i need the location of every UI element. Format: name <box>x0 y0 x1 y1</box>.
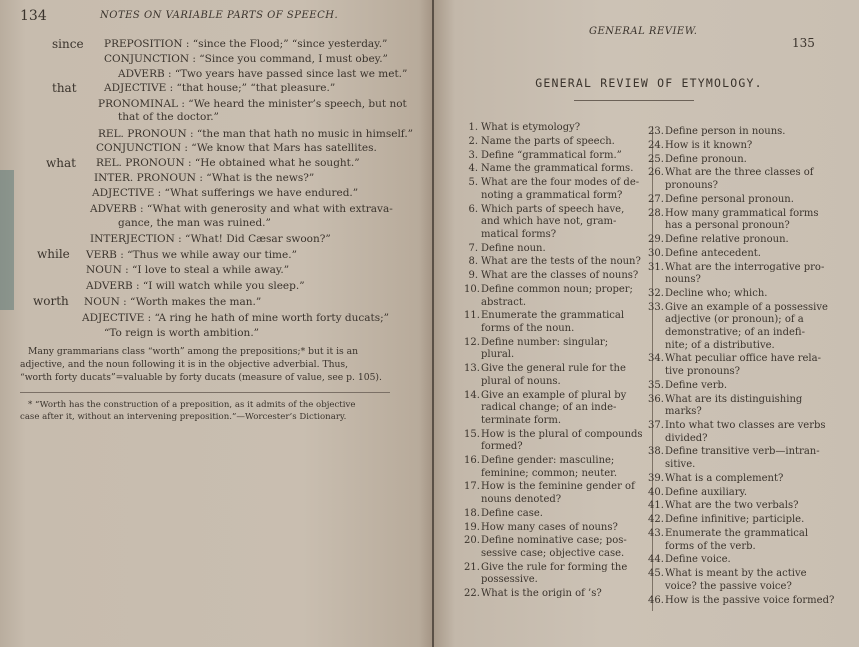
text-line: REL. PRONOUN : “He obtained what he sought.” <box>96 157 360 169</box>
review-question <box>648 528 853 553</box>
question-text: What is etymology? <box>481 122 581 133</box>
question-text: How many grammatical forms <box>665 207 819 219</box>
question-text: What is meant by the active <box>665 568 807 580</box>
question-text: Define common noun; proper; <box>481 284 633 295</box>
review-question <box>648 473 853 486</box>
page-number-left: 134 <box>20 8 47 24</box>
question-text: Define gender: masculine; <box>481 455 615 466</box>
question-number: 35. <box>648 379 664 391</box>
question-text: What is a complement? <box>665 472 784 484</box>
question-text-continued: nouns? <box>665 274 701 286</box>
review-question <box>648 568 853 593</box>
review-question <box>464 562 649 587</box>
question-text: What is the origin of ’s? <box>481 588 602 600</box>
review-question <box>648 234 853 247</box>
question-text-continued: has a personal pronoun? <box>665 220 790 232</box>
question-number: 23. <box>648 126 664 137</box>
question-number: 28. <box>648 207 664 219</box>
review-question <box>464 390 649 428</box>
text-line: PRONOMINAL : “We heard the minister’s speech, but not <box>98 98 407 110</box>
entry-word-what: what <box>46 156 76 170</box>
review-question <box>464 363 649 388</box>
question-number: 9. <box>468 270 478 282</box>
question-number: 44. <box>648 554 664 566</box>
question-number: 7. <box>468 242 478 254</box>
question-number: 43. <box>648 528 664 539</box>
question-text: Define number: singular; <box>481 336 609 348</box>
text-line: that of the doctor.” <box>118 111 219 123</box>
question-number: 18. <box>464 507 480 519</box>
question-number: 37. <box>648 420 664 431</box>
question-text: Decline who; which. <box>665 288 768 299</box>
question-text: What are the tests of the noun? <box>481 256 641 268</box>
question-text: What are the interrogative pro- <box>665 261 825 273</box>
review-question <box>464 522 649 535</box>
question-number: 38. <box>648 446 664 458</box>
review-question <box>464 481 649 506</box>
review-question <box>648 194 853 207</box>
review-question <box>648 167 853 192</box>
question-text: Define auxiliary. <box>665 486 748 498</box>
question-number: 20. <box>464 535 480 547</box>
question-text: Define verb. <box>665 379 728 391</box>
question-text: Into what two classes are verbs <box>665 420 826 431</box>
question-number: 1. <box>468 122 478 133</box>
question-text-continued: formed? <box>481 441 523 453</box>
question-text-continued: voice? the passive voice? <box>665 580 792 592</box>
question-number: 4. <box>468 163 478 175</box>
question-text-continued: forms of the verb. <box>665 540 756 552</box>
review-question <box>648 154 853 167</box>
question-number: 6. <box>468 203 478 215</box>
review-question <box>648 446 853 471</box>
question-number: 21. <box>464 561 480 573</box>
question-text-continued: plural of nouns. <box>481 375 561 387</box>
question-text: Define person in nouns. <box>665 126 786 137</box>
text-line: ADVERB : “What with generosity and what with extrava- <box>90 203 393 215</box>
text-line: NOUN : “Worth makes the man.” <box>84 296 262 308</box>
text-line: INTERJECTION : “What! Did Cæsar swoon?” <box>90 233 331 245</box>
question-text: What are the four modes of de- <box>481 177 640 189</box>
question-number: 8. <box>468 256 478 268</box>
question-text: Which parts of speech have, <box>481 203 625 215</box>
question-number: 34. <box>648 353 664 365</box>
footnote-line: case after it, without an intervening preposition.”—Worcester’s Dictionary. <box>20 412 347 422</box>
entry-word-since: since <box>52 37 84 51</box>
question-text: What are its distinguishing <box>665 393 803 405</box>
text-line: CONJUNCTION : “Since you command, I must obey.” <box>104 53 388 65</box>
question-number: 39. <box>648 472 664 484</box>
text-line: REL. PRONOUN : “the man that hath no music in himself.” <box>98 128 414 140</box>
review-question <box>464 122 649 135</box>
question-text: How many cases of nouns? <box>481 521 618 533</box>
review-question <box>648 420 853 445</box>
question-text: How is the plural of compounds <box>481 428 643 440</box>
question-number: 11. <box>464 310 480 322</box>
text-line: PREPOSITION : “since the Flood;” “since yesterday.” <box>104 38 388 50</box>
question-text: What are the three classes of <box>665 167 814 179</box>
text-line: CONJUNCTION : “We know that Mars has satellites. <box>96 142 377 154</box>
question-text: What peculiar office have rela- <box>665 353 821 365</box>
question-text: Define infinitive; participle. <box>665 514 805 526</box>
review-question <box>464 508 649 521</box>
text-line: ADJECTIVE : “A ring he hath of mine worth forty ducats;” <box>82 312 389 324</box>
question-text-continued: terminate form. <box>481 414 562 426</box>
question-text: How is it known? <box>665 139 753 151</box>
question-text: Define transitive verb—intran- <box>665 446 820 458</box>
question-text-continued: divided? <box>665 432 708 444</box>
note-line: adjective, and the noun following it is in the objective adverbial. Thus, <box>20 359 349 370</box>
review-question <box>648 595 853 608</box>
question-number: 16. <box>464 455 480 466</box>
page-title: GENERAL REVIEW OF ETYMOLOGY. <box>535 76 763 90</box>
question-text-continued: noting a grammatical form? <box>481 189 623 201</box>
question-text-continued: sessive case; objective case. <box>481 547 625 559</box>
text-line: NOUN : “I love to steal a while away.” <box>86 264 290 276</box>
question-number: 41. <box>648 500 664 512</box>
question-text-continued: and which have not, gram- <box>481 216 617 228</box>
question-number: 42. <box>648 514 664 526</box>
question-number: 32. <box>648 288 664 299</box>
question-text: Define noun. <box>481 242 546 254</box>
question-text-continued: marks? <box>665 406 702 418</box>
question-text: Name the parts of speech. <box>481 135 615 147</box>
title-rule <box>574 100 694 101</box>
review-question <box>648 353 853 378</box>
question-text-continued: nouns denoted? <box>481 493 562 505</box>
question-number: 17. <box>464 481 480 493</box>
question-number: 29. <box>648 234 664 245</box>
question-number: 5. <box>468 177 478 189</box>
review-question <box>648 248 853 261</box>
question-number: 31. <box>648 261 664 273</box>
review-question <box>464 163 649 176</box>
review-question <box>648 302 853 352</box>
question-text: Give an example of plural by <box>481 389 627 401</box>
question-text: Name the grammatical forms. <box>481 163 634 175</box>
question-number: 14. <box>464 389 480 401</box>
entry-word-that: that <box>52 81 77 95</box>
question-text: Define antecedent. <box>665 247 761 259</box>
question-text: What are the two verbals? <box>665 500 799 512</box>
review-question <box>464 177 649 202</box>
review-question <box>464 136 649 149</box>
text-line: ADVERB : “Two years have passed since last we met.” <box>118 68 408 80</box>
cover-edge <box>0 170 14 310</box>
question-number: 13. <box>464 363 480 375</box>
question-text-continued: nite; of a distributive. <box>665 339 775 351</box>
question-text: Define relative pronoun. <box>665 234 789 245</box>
review-question <box>464 429 649 454</box>
right-page <box>434 0 859 647</box>
question-number: 2. <box>468 135 478 147</box>
question-number: 24. <box>648 139 664 151</box>
review-question <box>464 535 649 560</box>
question-text: Give an example of a possessive <box>665 301 828 313</box>
question-number: 3. <box>468 149 478 161</box>
review-question <box>464 588 649 601</box>
question-number: 30. <box>648 247 664 259</box>
review-question <box>464 455 649 480</box>
review-question <box>464 243 649 256</box>
question-text: What are the classes of nouns? <box>481 270 639 282</box>
question-text: Define case. <box>481 507 543 519</box>
question-number: 46. <box>648 594 664 606</box>
text-line: ADJECTIVE : “that house;” “that pleasure.” <box>104 82 336 94</box>
question-text: Define nominative case; pos- <box>481 535 627 547</box>
question-text: How is the feminine gender of <box>481 481 635 493</box>
review-question <box>648 554 853 567</box>
text-line: ADJECTIVE : “What sufferings we have endured.” <box>92 187 359 199</box>
review-question <box>648 288 853 301</box>
question-text: Define pronoun. <box>665 153 747 165</box>
question-number: 22. <box>464 588 480 600</box>
note-line: Many grammarians class “worth” among the prepositions;* but it is an <box>28 346 359 357</box>
question-text-continued: pronouns? <box>665 179 719 191</box>
question-text-continued: sitive. <box>665 458 696 470</box>
question-text-continued: tive pronouns? <box>665 365 740 377</box>
text-line: “To reign is worth ambition.” <box>104 327 260 339</box>
text-line: ADVERB : “I will watch while you sleep.” <box>86 280 305 292</box>
running-header-right: GENERAL REVIEW. <box>589 26 698 37</box>
question-number: 27. <box>648 193 664 205</box>
review-question <box>464 310 649 335</box>
review-question <box>648 500 853 513</box>
question-number: 15. <box>464 428 480 440</box>
question-text-continued: adjective (or pronoun); of a <box>665 314 804 326</box>
question-number: 10. <box>464 284 480 295</box>
review-question <box>464 256 649 269</box>
review-question <box>648 487 853 500</box>
question-text-continued: radical change; of an inde- <box>481 402 617 414</box>
review-question <box>464 204 649 242</box>
question-text-continued: abstract. <box>481 296 527 308</box>
question-text-continued: forms of the noun. <box>481 322 575 334</box>
question-number: 12. <box>464 336 480 348</box>
review-question <box>648 380 853 393</box>
question-number: 45. <box>648 568 664 580</box>
question-text: Give the general rule for the <box>481 363 626 375</box>
question-text-continued: demonstrative; of an indefi- <box>665 326 805 338</box>
review-question <box>464 150 649 163</box>
question-text-continued: plural. <box>481 349 515 361</box>
note-line: “worth forty ducats”=valuable by forty ducats (measure of value, see p. 105). <box>20 372 382 383</box>
footnote-rule <box>20 392 390 393</box>
entry-word-while: while <box>37 247 70 261</box>
question-text: Define “grammatical form.” <box>481 149 622 161</box>
review-question <box>648 126 853 139</box>
text-line: INTER. PRONOUN : “What is the news?” <box>94 172 315 184</box>
question-number: 33. <box>648 301 664 313</box>
question-text: Define voice. <box>665 554 731 566</box>
question-text-continued: feminine; common; neuter. <box>481 467 618 479</box>
review-question <box>464 270 649 283</box>
entry-word-worth: worth <box>33 294 69 308</box>
question-number: 19. <box>464 521 480 533</box>
review-question <box>464 284 649 309</box>
footnote-line: * “Worth has the construction of a preposition, as it admits of the objective <box>28 400 356 410</box>
running-header-left: NOTES ON VARIABLE PARTS OF SPEECH. <box>100 10 339 21</box>
question-text: Enumerate the grammatical <box>481 310 625 322</box>
question-text-continued: matical forms? <box>481 228 557 240</box>
question-text: Give the rule for forming the <box>481 561 628 573</box>
review-question <box>648 394 853 419</box>
review-question <box>648 140 853 153</box>
review-question <box>464 337 649 362</box>
question-number: 36. <box>648 393 664 405</box>
review-question <box>648 208 853 233</box>
question-number: 40. <box>648 486 664 498</box>
question-text-continued: possessive. <box>481 574 538 586</box>
question-text: Enumerate the grammatical <box>665 528 809 539</box>
review-question <box>648 514 853 527</box>
text-line: gance, the man was ruined.” <box>118 217 271 229</box>
question-text: How is the passive voice formed? <box>665 594 835 606</box>
text-line: VERB : “Thus we while away our time.” <box>86 249 297 261</box>
question-number: 26. <box>648 167 664 179</box>
question-number: 25. <box>648 153 664 165</box>
review-question <box>648 262 853 287</box>
question-text: Define personal pronoun. <box>665 193 794 205</box>
page-number-right: 135 <box>792 36 815 50</box>
